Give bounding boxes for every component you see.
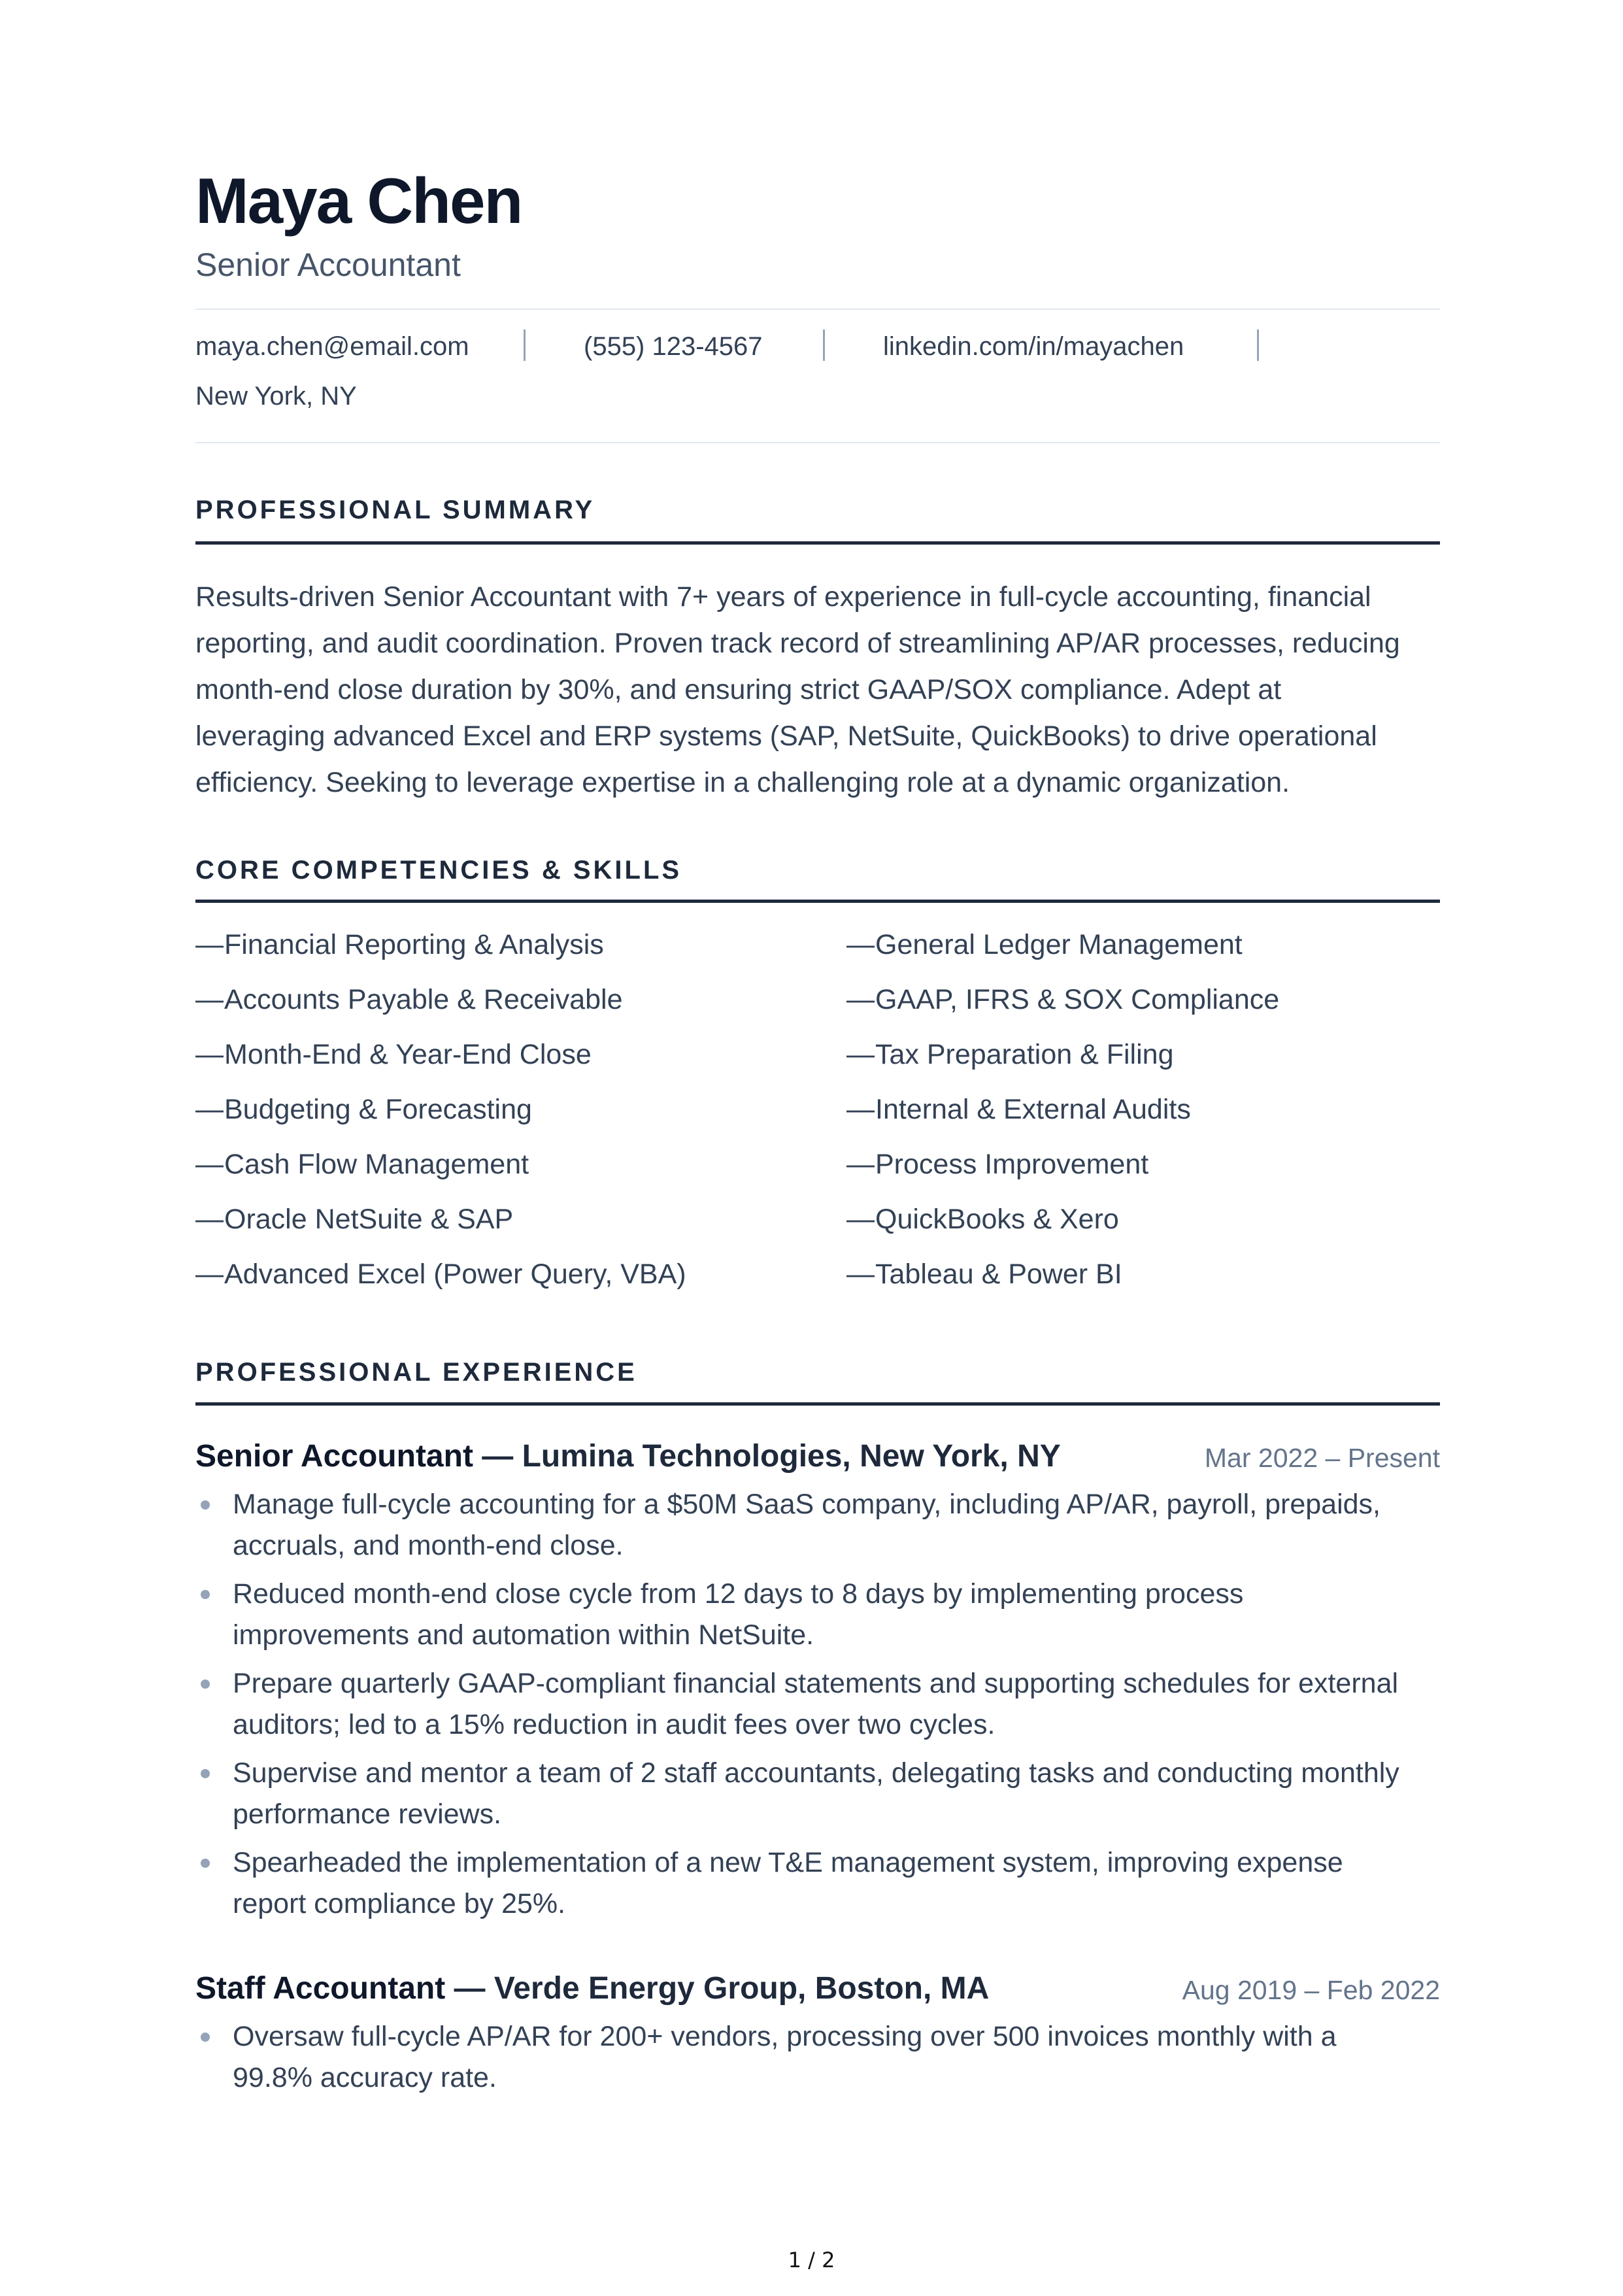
skill-label: Month-End & Year-End Close xyxy=(224,1039,592,1070)
skill-item xyxy=(846,1041,1279,1096)
skill-item xyxy=(195,1041,686,1096)
contact-email[interactable]: maya.chen@email.com xyxy=(195,332,469,361)
dash-marker: — xyxy=(846,1149,875,1180)
bullet-dot-icon xyxy=(201,1590,210,1599)
job-bullets xyxy=(195,2016,1440,2106)
dash-marker: — xyxy=(846,1039,875,1070)
job-bullet xyxy=(195,1574,1440,1656)
bullet-dot-icon xyxy=(201,1859,210,1868)
candidate-name: Maya Chen xyxy=(195,165,522,237)
bullet-line: Reduced month-end close cycle from 12 days to 8 days by implementing process xyxy=(233,1578,1244,1610)
dash-marker: — xyxy=(846,1258,875,1290)
skill-label: Financial Reporting & Analysis xyxy=(224,929,604,960)
page-number: 1 / 2 xyxy=(788,2248,835,2272)
skill-item xyxy=(846,1206,1279,1260)
bullet-dot-icon xyxy=(201,2033,210,2042)
header-divider-bottom xyxy=(195,442,1440,443)
skill-label: Process Improvement xyxy=(875,1149,1149,1180)
skill-item xyxy=(195,1096,686,1151)
summary-line: efficiency. Seeking to leverage expertise in a challenging role at a dynamic organization. xyxy=(195,767,1290,798)
contact-separator xyxy=(1257,329,1259,361)
contact-separator xyxy=(823,329,825,361)
dash-marker: — xyxy=(195,929,224,960)
dash-marker: — xyxy=(846,984,875,1015)
job-company: Verde Energy Group, Boston, MA xyxy=(494,1971,990,2006)
summary-line: leveraging advanced Excel and ERP systems (SAP, NetSuite, QuickBooks) to drive operational xyxy=(195,720,1377,752)
bullet-dot-icon xyxy=(201,1769,210,1778)
skill-item xyxy=(846,931,1279,986)
dash-marker: — xyxy=(846,929,875,960)
bullet-line: Manage full-cycle accounting for a $50M SaaS company, including AP/AR, payroll, prepaids, xyxy=(233,1489,1380,1520)
skills-rule xyxy=(195,900,1440,903)
job-title-line xyxy=(195,1973,989,2004)
skill-item xyxy=(195,986,686,1041)
candidate-title: Senior Accountant xyxy=(195,246,461,283)
job-separator: — xyxy=(473,1439,522,1474)
contact-phone[interactable]: (555) 123-4567 xyxy=(584,332,763,361)
skills-heading: CORE COMPETENCIES & SKILLS xyxy=(195,856,682,885)
job-bullet xyxy=(195,1663,1440,1746)
experience-rule xyxy=(195,1402,1440,1406)
summary-line: reporting, and audit coordination. Proven track record of streamlining AP/AR processes, reducing xyxy=(195,628,1400,659)
job-role: Senior Accountant xyxy=(195,1439,473,1474)
summary-line: Results-driven Senior Accountant with 7+ years of experience in full-cycle accounting, financial xyxy=(195,581,1371,613)
skill-item xyxy=(195,1260,686,1315)
bullet-line: 99.8% accuracy rate. xyxy=(233,2062,497,2093)
job-company: Lumina Technologies, New York, NY xyxy=(522,1439,1061,1474)
job-dates: Mar 2022 – Present xyxy=(1204,1443,1440,1473)
dash-marker: — xyxy=(846,1094,875,1125)
dash-marker: — xyxy=(195,1204,224,1235)
skill-label: Advanced Excel (Power Query, VBA) xyxy=(224,1258,686,1290)
job-title-line xyxy=(195,1441,1061,1472)
skill-item xyxy=(195,1151,686,1206)
skill-label: Tax Preparation & Filing xyxy=(875,1039,1174,1070)
header-divider-top xyxy=(195,309,1440,310)
skill-label: Accounts Payable & Receivable xyxy=(224,984,623,1015)
skill-label: Cash Flow Management xyxy=(224,1149,529,1180)
skill-label: GAAP, IFRS & SOX Compliance xyxy=(875,984,1280,1015)
dash-marker: — xyxy=(846,1204,875,1235)
skill-label: Internal & External Audits xyxy=(875,1094,1191,1125)
bullet-line: accruals, and month-end close. xyxy=(233,1530,624,1561)
skill-item xyxy=(846,1151,1279,1206)
skill-label: Budgeting & Forecasting xyxy=(224,1094,532,1125)
dash-marker: — xyxy=(195,1039,224,1070)
job-role: Staff Accountant xyxy=(195,1971,446,2006)
skill-item xyxy=(846,986,1279,1041)
job-bullet xyxy=(195,1484,1440,1566)
bullet-line: report compliance by 25%. xyxy=(233,1888,566,1919)
resume-page xyxy=(195,0,1440,2296)
skills-right-column xyxy=(846,931,1279,1315)
summary-text xyxy=(195,574,1440,806)
contact-linkedin[interactable]: linkedin.com/in/mayachen xyxy=(883,332,1184,361)
job-bullets xyxy=(195,1484,1440,1932)
bullet-line: Prepare quarterly GAAP-compliant financial statements and supporting schedules for external xyxy=(233,1668,1399,1699)
skill-item xyxy=(195,931,686,986)
contact-separator xyxy=(524,329,526,361)
job-bullet xyxy=(195,1842,1440,1925)
job-dates: Aug 2019 – Feb 2022 xyxy=(1182,1975,1440,2005)
dash-marker: — xyxy=(195,1149,224,1180)
skill-label: Tableau & Power BI xyxy=(875,1258,1122,1290)
job-bullet xyxy=(195,1753,1440,1835)
summary-rule xyxy=(195,541,1440,545)
skill-item xyxy=(846,1096,1279,1151)
skill-label: QuickBooks & Xero xyxy=(875,1204,1119,1235)
dash-marker: — xyxy=(195,1258,224,1290)
bullet-dot-icon xyxy=(201,1680,210,1689)
skill-item xyxy=(195,1206,686,1260)
dash-marker: — xyxy=(195,984,224,1015)
contact-location: New York, NY xyxy=(195,382,357,411)
bullet-line: auditors; led to a 15% reduction in audit fees over two cycles. xyxy=(233,1709,996,1740)
bullet-line: Supervise and mentor a team of 2 staff accountants, delegating tasks and conducting monthly xyxy=(233,1757,1399,1789)
summary-heading: PROFESSIONAL SUMMARY xyxy=(195,496,595,524)
bullet-dot-icon xyxy=(201,1500,210,1510)
bullet-line: improvements and automation within NetSuite. xyxy=(233,1619,814,1651)
skills-left-column xyxy=(195,931,686,1315)
job-separator: — xyxy=(445,1971,494,2006)
bullet-line: Oversaw full-cycle AP/AR for 200+ vendors, processing over 500 invoices monthly with a xyxy=(233,2021,1337,2052)
skill-label: General Ledger Management xyxy=(875,929,1243,960)
skill-label: Oracle NetSuite & SAP xyxy=(224,1204,514,1235)
bullet-line: performance reviews. xyxy=(233,1798,502,1830)
summary-line: month-end close duration by 30%, and ensuring strict GAAP/SOX compliance. Adept at xyxy=(195,674,1282,705)
dash-marker: — xyxy=(195,1094,224,1125)
skill-item xyxy=(846,1260,1279,1315)
bullet-line: Spearheaded the implementation of a new T&E management system, improving expense xyxy=(233,1847,1343,1878)
experience-heading: PROFESSIONAL EXPERIENCE xyxy=(195,1358,637,1387)
job-bullet xyxy=(195,2016,1440,2099)
